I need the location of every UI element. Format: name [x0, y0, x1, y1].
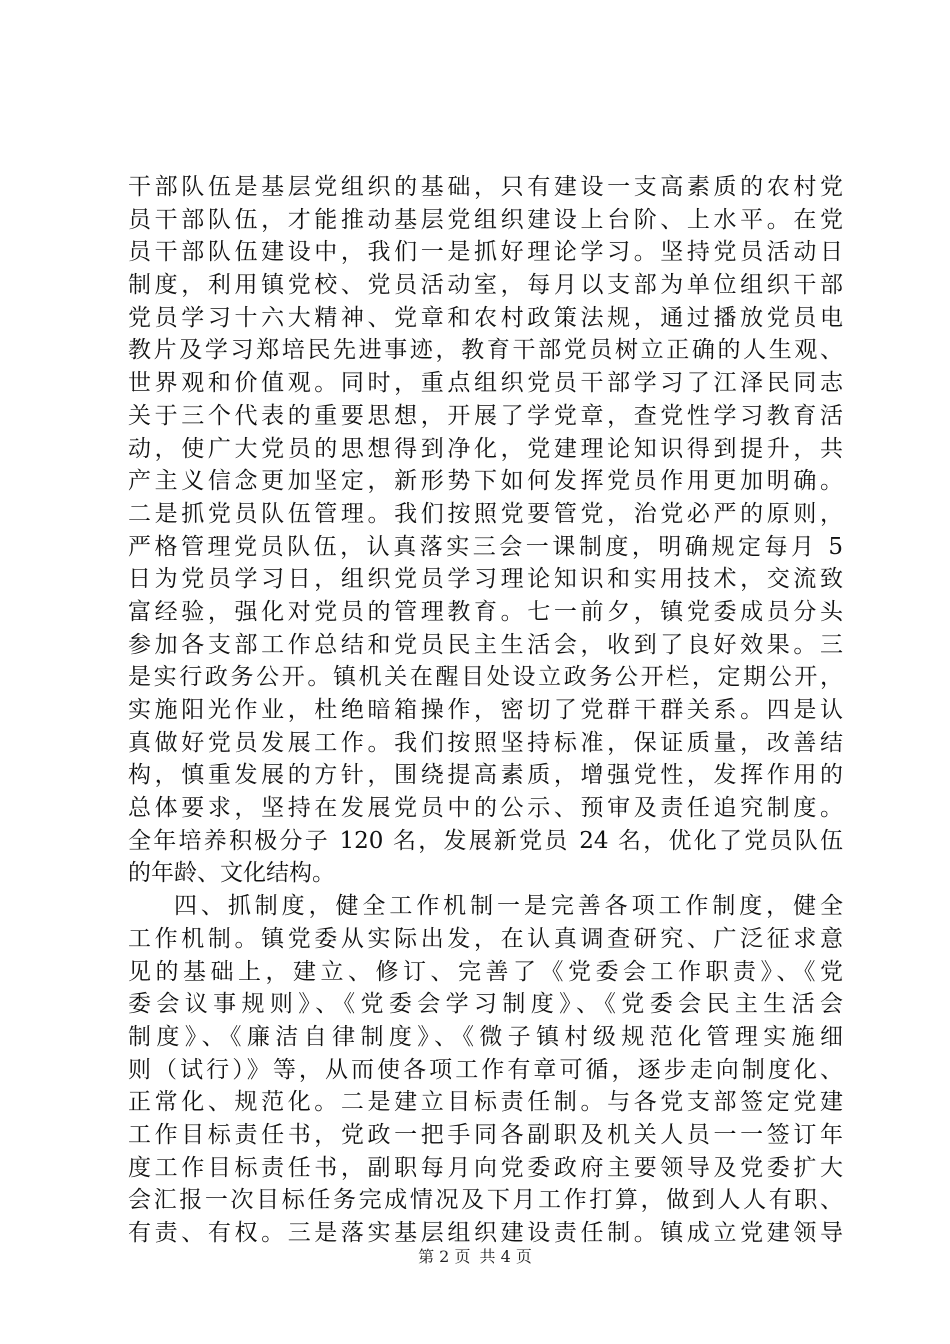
text-line: 度工作目标责任书，副职每月向党委政府主要领导及党委扩大	[128, 1154, 843, 1181]
text-line: 会汇报一次目标任务完成情况及下月工作打算，做到人人有职、	[128, 1187, 843, 1214]
text-line: 正常化、规范化。二是建立目标责任制。与各党支部签定党建	[128, 1089, 843, 1116]
text-line: 二是抓党员队伍管理。我们按照党要管党，治党必严的原则，	[128, 500, 843, 527]
document-body	[128, 171, 843, 1250]
text-line: 是实行政务公开。镇机关在醒目处设立政务公开栏，定期公开，	[128, 664, 843, 691]
text-line: 构，慎重发展的方针，围绕提高素质，增强党性，发挥作用的	[128, 762, 843, 789]
text-line: 则（试行）》等，从而使各项工作有章可循，逐步走向制度化、	[128, 1056, 843, 1083]
text-line: 参加各支部工作总结和党员民主生活会，收到了良好效果。三	[128, 631, 843, 658]
text-line: 制度，利用镇党校、党员活动室，每月以支部为单位组织干部	[128, 272, 843, 299]
text-line: 制度》、《廉洁自律制度》、《微子镇村级规范化管理实施细	[128, 1023, 843, 1050]
text-line: 工作机制。镇党委从实际出发，在认真调查研究、广泛征求意	[128, 925, 843, 952]
text-line: 员干部队伍，才能推动基层党组织建设上台阶、上水平。在党	[128, 206, 843, 233]
text-line: 日为党员学习日，组织党员学习理论知识和实用技术，交流致	[128, 566, 843, 593]
text-line: 的年龄、文化结构。	[128, 860, 335, 887]
text-line: 实施阳光作业，杜绝暗箱操作，密切了党群干群关系。四是认	[128, 697, 843, 723]
text-line: 四、抓制度，健全工作机制一是完善各项工作制度，健全	[174, 893, 843, 920]
text-line: 关于三个代表的重要思想，开展了学党章，查党性学习教育活	[128, 402, 843, 429]
text-line: 工作目标责任书，党政一把手同各副职及机关人员一一签订年	[128, 1121, 843, 1148]
text-line: 动，使广大党员的思想得到净化，党建理论知识得到提升，共	[128, 435, 843, 462]
text-line: 教片及学习郑培民先进事迹，教育干部党员树立正确的人生观、	[128, 337, 843, 364]
text-line: 真做好党员发展工作。我们按照坚持标准，保证质量，改善结	[128, 729, 843, 756]
text-line: 干部队伍是基层党组织的基础，只有建设一支高素质的农村党	[128, 174, 843, 200]
text-line: 见的基础上，建立、修订、完善了《党委会工作职责》、《党	[128, 958, 843, 985]
text-line: 有责、有权。三是落实基层组织建设责任制。镇成立党建领导	[128, 1220, 843, 1246]
text-line: 员干部队伍建设中，我们一是抓好理论学习。坚持党员活动日	[128, 239, 843, 266]
paragraph-2	[128, 890, 843, 1250]
text-line: 产主义信念更加坚定，新形势下如何发挥党员作用更加明确。	[128, 468, 843, 495]
text-line: 委会议事规则》、《党委会学习制度》、《党委会民主生活会	[128, 991, 843, 1018]
page-total: 共 4 页	[479, 1247, 532, 1266]
paragraph-1	[128, 171, 843, 890]
text-line: 世界观和价值观。同时，重点组织党员干部学习了江泽民同志	[128, 370, 843, 397]
text-line: 严格管理党员队伍，认真落实三会一课制度，明确规定每月 5	[128, 533, 843, 560]
text-line: 富经验，强化对党员的管理教育。七一前夕，镇党委成员分头	[128, 598, 843, 625]
page-footer	[0, 1244, 950, 1267]
text-line: 总体要求，坚持在发展党员中的公示、预审及责任追究制度。	[128, 795, 843, 822]
text-line: 党员学习十六大精神、党章和农村政策法规，通过播放党员电	[128, 304, 843, 331]
page-number: 第 2 页	[418, 1247, 471, 1266]
text-line: 全年培养积极分子 120 名，发展新党员 24 名，优化了党员队伍	[128, 827, 843, 854]
